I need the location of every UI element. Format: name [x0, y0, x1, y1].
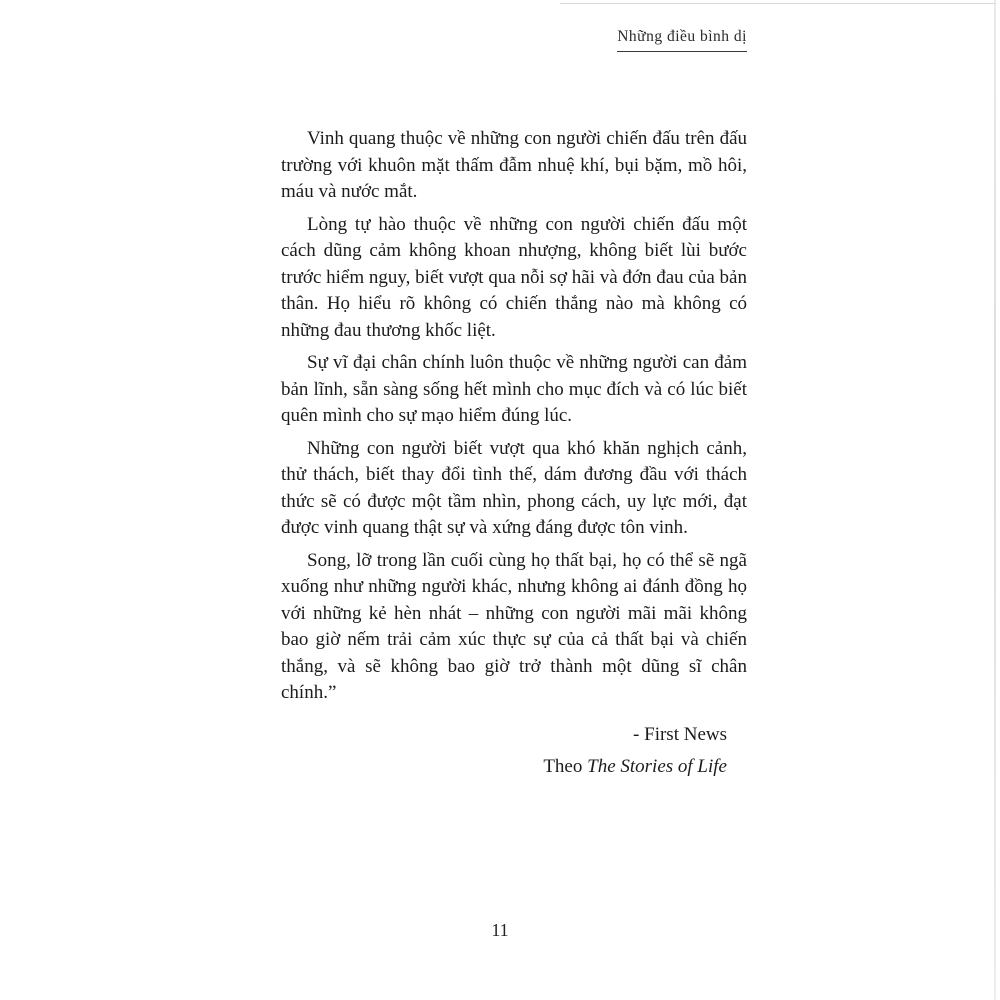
attribution-source-title: The Stories of Life — [587, 755, 727, 777]
page-number: 11 — [491, 920, 509, 940]
attribution-source-prefix: Theo — [543, 755, 588, 777]
paragraph-1: Vinh quang thuộc về những con người chiến đấu trên đấu trường với khuôn mặt thấm đẫm nhuệ khí, bụi bặm, mồ hôi, máu và nước mắt. — [281, 128, 747, 202]
attribution-source — [281, 751, 727, 783]
running-header — [281, 28, 747, 52]
paragraph-4: Những con người biết vượt qua khó khăn nghịch cảnh, thử thách, biết thay đổi tình thế, dám đương đầu với thách thức sẽ có được một tầm nhìn, phong cách, uy lực mới, đạt được vinh quang thật sự và xứng đáng được tôn vinh. — [281, 437, 747, 538]
paragraph-3: Sự vĩ đại chân chính luôn thuộc về những người can đảm bản lĩnh, sẵn sàng sống hết mình cho mục đích và có lúc biết quên mình cho sự mạo hiểm đúng lúc. — [281, 352, 747, 426]
attribution-author: - First News — [633, 723, 727, 745]
running-header-text: Những điều bình dị — [617, 28, 747, 52]
attribution — [281, 719, 747, 783]
scan-edge-top — [560, 3, 996, 4]
scan-edge-right — [994, 0, 996, 1000]
paragraph-2: Lòng tự hào thuộc về những con người chiến đấu một cách dũng cảm không khoan nhượng, không biết lùi bước trước hiểm nguy, biết vượt qua nỗi sợ hãi và đớn đau của bản thân. Họ hiểu rõ không có chiến thắng nào mà không có những đau thương khốc liệt. — [281, 213, 747, 341]
page-body — [281, 126, 747, 783]
paragraph-5: Song, lỡ trong lần cuối cùng họ thất bại, họ có thể sẽ ngã xuống như những người khác, nhưng không ai đánh đồng họ với những kẻ hèn nhát – những con người mãi mãi không bao giờ nếm trải cảm xúc thực sự của cả thất bại và chiến thắng, và sẽ không bao giờ trở thành một dũng sĩ chân chính.” — [281, 549, 747, 703]
